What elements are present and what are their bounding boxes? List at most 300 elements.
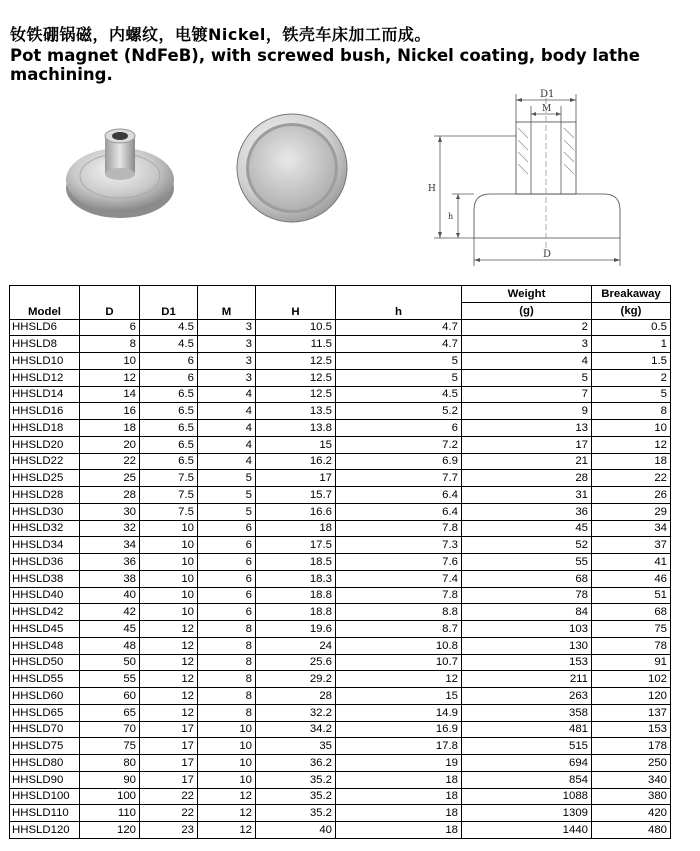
cell-h-big: 40 xyxy=(256,822,336,839)
cell-model: HHSLD120 xyxy=(10,822,80,839)
cell-h-small: 6.4 xyxy=(336,503,462,520)
cell-h-small: 10.7 xyxy=(336,654,462,671)
table-row xyxy=(10,570,671,587)
cell-model: HHSLD6 xyxy=(10,319,80,336)
label-d: D xyxy=(543,249,552,260)
cell-d: 100 xyxy=(80,788,140,805)
cell-h-big: 12.5 xyxy=(256,386,336,403)
cell-m: 4 xyxy=(198,436,256,453)
table-row xyxy=(10,336,671,353)
cell-d: 55 xyxy=(80,671,140,688)
cell-weight: 21 xyxy=(462,453,592,470)
cell-weight: 31 xyxy=(462,487,592,504)
cell-h-small: 8.8 xyxy=(336,604,462,621)
cell-d1: 23 xyxy=(140,822,198,839)
cell-d: 16 xyxy=(80,403,140,420)
cell-model: HHSLD32 xyxy=(10,520,80,537)
cell-model: HHSLD8 xyxy=(10,336,80,353)
cell-h-small: 6.9 xyxy=(336,453,462,470)
cell-m: 4 xyxy=(198,403,256,420)
cell-breakaway: 37 xyxy=(592,537,671,554)
cell-breakaway: 12 xyxy=(592,436,671,453)
spec-table xyxy=(9,285,671,839)
cell-model: HHSLD38 xyxy=(10,570,80,587)
table-row xyxy=(10,436,671,453)
cell-breakaway: 250 xyxy=(592,755,671,772)
cell-d: 32 xyxy=(80,520,140,537)
cell-h-big: 18.8 xyxy=(256,587,336,604)
cell-d: 14 xyxy=(80,386,140,403)
cell-model: HHSLD75 xyxy=(10,738,80,755)
cell-h-big: 17.5 xyxy=(256,537,336,554)
cell-d1: 7.5 xyxy=(140,503,198,520)
table-row xyxy=(10,386,671,403)
cell-m: 8 xyxy=(198,654,256,671)
cell-h-small: 18 xyxy=(336,822,462,839)
cell-d1: 6 xyxy=(140,369,198,386)
cell-model: HHSLD34 xyxy=(10,537,80,554)
cell-weight: 52 xyxy=(462,537,592,554)
cell-d: 30 xyxy=(80,503,140,520)
table-body xyxy=(10,319,671,838)
cell-d: 60 xyxy=(80,688,140,705)
cell-model: HHSLD80 xyxy=(10,755,80,772)
label-h-small: h xyxy=(448,212,454,221)
cell-m: 10 xyxy=(198,771,256,788)
table-row xyxy=(10,822,671,839)
table-row xyxy=(10,805,671,822)
table-row xyxy=(10,403,671,420)
cell-model: HHSLD60 xyxy=(10,688,80,705)
cell-h-big: 32.2 xyxy=(256,704,336,721)
label-h-big: H xyxy=(428,184,436,194)
cell-m: 6 xyxy=(198,570,256,587)
cell-model: HHSLD42 xyxy=(10,604,80,621)
cell-h-small: 6.4 xyxy=(336,487,462,504)
cell-d1: 6.5 xyxy=(140,453,198,470)
cell-h-big: 12.5 xyxy=(256,353,336,370)
cell-d: 38 xyxy=(80,570,140,587)
cell-h-big: 12.5 xyxy=(256,369,336,386)
cell-d: 22 xyxy=(80,453,140,470)
cell-d: 50 xyxy=(80,654,140,671)
cell-h-small: 7.3 xyxy=(336,537,462,554)
cell-model: HHSLD22 xyxy=(10,453,80,470)
table-row xyxy=(10,738,671,755)
cell-h-small: 7.6 xyxy=(336,554,462,571)
table-row xyxy=(10,637,671,654)
table-row xyxy=(10,470,671,487)
cell-d1: 4.5 xyxy=(140,319,198,336)
cell-d1: 6.5 xyxy=(140,386,198,403)
cell-h-small: 5 xyxy=(336,369,462,386)
cell-weight: 55 xyxy=(462,554,592,571)
cell-h-small: 18 xyxy=(336,771,462,788)
cell-d: 48 xyxy=(80,637,140,654)
cell-weight: 103 xyxy=(462,621,592,638)
cell-weight: 854 xyxy=(462,771,592,788)
header-d: D xyxy=(80,286,140,320)
magnet-with-bush-photo xyxy=(60,108,180,228)
cell-m: 3 xyxy=(198,336,256,353)
header-breakaway: Breakaway xyxy=(592,286,671,303)
cell-d1: 6.5 xyxy=(140,403,198,420)
cell-d: 8 xyxy=(80,336,140,353)
cell-h-big: 18.5 xyxy=(256,554,336,571)
cell-model: HHSLD36 xyxy=(10,554,80,571)
header-breakaway-unit: (kg) xyxy=(592,302,671,319)
cell-h-small: 18 xyxy=(336,805,462,822)
cell-d: 75 xyxy=(80,738,140,755)
cell-weight: 5 xyxy=(462,369,592,386)
cell-m: 8 xyxy=(198,688,256,705)
cell-d1: 10 xyxy=(140,604,198,621)
cell-d1: 12 xyxy=(140,637,198,654)
cell-breakaway: 137 xyxy=(592,704,671,721)
cell-weight: 7 xyxy=(462,386,592,403)
cell-m: 8 xyxy=(198,621,256,638)
table-row xyxy=(10,721,671,738)
cell-breakaway: 22 xyxy=(592,470,671,487)
cell-d: 42 xyxy=(80,604,140,621)
cell-d: 65 xyxy=(80,704,140,721)
cell-breakaway: 102 xyxy=(592,671,671,688)
cell-d1: 10 xyxy=(140,587,198,604)
cell-m: 8 xyxy=(198,671,256,688)
cell-model: HHSLD12 xyxy=(10,369,80,386)
cell-h-big: 19.6 xyxy=(256,621,336,638)
header-d1: D1 xyxy=(140,286,198,320)
cell-m: 3 xyxy=(198,353,256,370)
cell-model: HHSLD70 xyxy=(10,721,80,738)
label-m: M xyxy=(542,104,552,114)
cell-weight: 1440 xyxy=(462,822,592,839)
cell-h-small: 4.7 xyxy=(336,319,462,336)
cell-d: 28 xyxy=(80,487,140,504)
cell-model: HHSLD30 xyxy=(10,503,80,520)
cell-h-big: 29.2 xyxy=(256,671,336,688)
table-row xyxy=(10,654,671,671)
cell-breakaway: 420 xyxy=(592,805,671,822)
cell-breakaway: 1 xyxy=(592,336,671,353)
cell-weight: 515 xyxy=(462,738,592,755)
cell-h-small: 5.2 xyxy=(336,403,462,420)
cell-model: HHSLD110 xyxy=(10,805,80,822)
cell-breakaway: 51 xyxy=(592,587,671,604)
cell-h-big: 11.5 xyxy=(256,336,336,353)
cell-breakaway: 18 xyxy=(592,453,671,470)
cell-breakaway: 91 xyxy=(592,654,671,671)
cell-h-small: 19 xyxy=(336,755,462,772)
cell-m: 5 xyxy=(198,503,256,520)
cell-h-big: 18.3 xyxy=(256,570,336,587)
cell-weight: 78 xyxy=(462,587,592,604)
cell-weight: 153 xyxy=(462,654,592,671)
cell-weight: 1088 xyxy=(462,788,592,805)
cell-d: 120 xyxy=(80,822,140,839)
cell-d1: 22 xyxy=(140,805,198,822)
cell-weight: 45 xyxy=(462,520,592,537)
cell-breakaway: 480 xyxy=(592,822,671,839)
table-row xyxy=(10,503,671,520)
table-row xyxy=(10,587,671,604)
cell-breakaway: 78 xyxy=(592,637,671,654)
table-row xyxy=(10,353,671,370)
table-row xyxy=(10,369,671,386)
cell-d1: 10 xyxy=(140,570,198,587)
cell-d: 6 xyxy=(80,319,140,336)
cell-weight: 2 xyxy=(462,319,592,336)
cell-model: HHSLD10 xyxy=(10,353,80,370)
label-d1: D1 xyxy=(540,89,555,100)
cell-breakaway: 1.5 xyxy=(592,353,671,370)
cell-d: 36 xyxy=(80,554,140,571)
cell-model: HHSLD48 xyxy=(10,637,80,654)
table-row xyxy=(10,771,671,788)
table-row xyxy=(10,671,671,688)
cell-h-big: 18.8 xyxy=(256,604,336,621)
cell-model: HHSLD90 xyxy=(10,771,80,788)
cell-h-big: 36.2 xyxy=(256,755,336,772)
cell-d: 90 xyxy=(80,771,140,788)
cell-d1: 17 xyxy=(140,738,198,755)
cell-weight: 481 xyxy=(462,721,592,738)
cell-d: 10 xyxy=(80,353,140,370)
cell-h-big: 16.6 xyxy=(256,503,336,520)
cell-weight: 17 xyxy=(462,436,592,453)
cell-m: 3 xyxy=(198,319,256,336)
magnet-face-photo xyxy=(235,112,350,224)
cell-m: 4 xyxy=(198,386,256,403)
cell-d1: 7.5 xyxy=(140,470,198,487)
cell-weight: 84 xyxy=(462,604,592,621)
cell-d1: 12 xyxy=(140,671,198,688)
cell-h-big: 24 xyxy=(256,637,336,654)
cell-h-small: 7.4 xyxy=(336,570,462,587)
cell-m: 10 xyxy=(198,755,256,772)
cell-h-big: 28 xyxy=(256,688,336,705)
cell-m: 12 xyxy=(198,788,256,805)
cell-model: HHSLD16 xyxy=(10,403,80,420)
cell-h-big: 18 xyxy=(256,520,336,537)
cell-h-big: 15.7 xyxy=(256,487,336,504)
cell-d1: 4.5 xyxy=(140,336,198,353)
cell-d: 45 xyxy=(80,621,140,638)
cell-h-small: 18 xyxy=(336,788,462,805)
cell-breakaway: 153 xyxy=(592,721,671,738)
cell-h-small: 14.9 xyxy=(336,704,462,721)
cell-d: 40 xyxy=(80,587,140,604)
cell-m: 6 xyxy=(198,554,256,571)
cell-m: 10 xyxy=(198,738,256,755)
header-m: M xyxy=(198,286,256,320)
cell-weight: 28 xyxy=(462,470,592,487)
cell-weight: 36 xyxy=(462,503,592,520)
cell-h-big: 35.2 xyxy=(256,788,336,805)
cell-d: 12 xyxy=(80,369,140,386)
cell-h-small: 4.7 xyxy=(336,336,462,353)
cell-d1: 6 xyxy=(140,353,198,370)
cell-weight: 358 xyxy=(462,704,592,721)
cell-h-big: 16.2 xyxy=(256,453,336,470)
cell-h-big: 15 xyxy=(256,436,336,453)
cell-breakaway: 41 xyxy=(592,554,671,571)
cell-weight: 3 xyxy=(462,336,592,353)
cell-h-big: 13.8 xyxy=(256,420,336,437)
cell-breakaway: 68 xyxy=(592,604,671,621)
header-weight: Weight xyxy=(462,286,592,303)
cell-m: 8 xyxy=(198,704,256,721)
cell-weight: 1309 xyxy=(462,805,592,822)
cell-m: 5 xyxy=(198,470,256,487)
title-english: Pot magnet (NdFeB), with screwed bush, Nickel coating, body lathe machining. xyxy=(10,46,640,84)
cell-h-big: 17 xyxy=(256,470,336,487)
table-row xyxy=(10,453,671,470)
table-row xyxy=(10,520,671,537)
cell-h-small: 4.5 xyxy=(336,386,462,403)
header-model: Model xyxy=(10,286,80,320)
cell-h-small: 5 xyxy=(336,353,462,370)
cell-model: HHSLD55 xyxy=(10,671,80,688)
cell-breakaway: 5 xyxy=(592,386,671,403)
table-row xyxy=(10,537,671,554)
cell-m: 6 xyxy=(198,604,256,621)
cell-h-small: 7.7 xyxy=(336,470,462,487)
table-header-row xyxy=(10,286,671,303)
cell-breakaway: 2 xyxy=(592,369,671,386)
cell-h-big: 35 xyxy=(256,738,336,755)
cell-h-big: 10.5 xyxy=(256,319,336,336)
table-row xyxy=(10,621,671,638)
cell-model: HHSLD45 xyxy=(10,621,80,638)
table-row xyxy=(10,704,671,721)
table-row xyxy=(10,604,671,621)
table-row xyxy=(10,788,671,805)
cell-d1: 6.5 xyxy=(140,436,198,453)
cell-model: HHSLD20 xyxy=(10,436,80,453)
cell-d1: 12 xyxy=(140,688,198,705)
cell-h-small: 17.8 xyxy=(336,738,462,755)
cell-model: HHSLD18 xyxy=(10,420,80,437)
cell-d1: 12 xyxy=(140,704,198,721)
cell-d: 25 xyxy=(80,470,140,487)
cell-m: 6 xyxy=(198,520,256,537)
cell-breakaway: 29 xyxy=(592,503,671,520)
cell-breakaway: 380 xyxy=(592,788,671,805)
cell-h-big: 34.2 xyxy=(256,721,336,738)
cell-weight: 13 xyxy=(462,420,592,437)
cell-m: 12 xyxy=(198,822,256,839)
header-weight-unit: (g) xyxy=(462,302,592,319)
cell-d: 80 xyxy=(80,755,140,772)
cell-h-small: 7.8 xyxy=(336,587,462,604)
cell-model: HHSLD100 xyxy=(10,788,80,805)
cell-h-big: 35.2 xyxy=(256,805,336,822)
cell-h-small: 12 xyxy=(336,671,462,688)
table-row xyxy=(10,487,671,504)
cell-d1: 10 xyxy=(140,554,198,571)
cell-weight: 9 xyxy=(462,403,592,420)
cell-weight: 263 xyxy=(462,688,592,705)
cell-m: 6 xyxy=(198,587,256,604)
cell-model: HHSLD28 xyxy=(10,487,80,504)
cell-h-big: 13.5 xyxy=(256,403,336,420)
cell-weight: 694 xyxy=(462,755,592,772)
cell-breakaway: 340 xyxy=(592,771,671,788)
cell-weight: 68 xyxy=(462,570,592,587)
cell-m: 5 xyxy=(198,487,256,504)
cell-model: HHSLD25 xyxy=(10,470,80,487)
cell-d1: 17 xyxy=(140,755,198,772)
cell-h-small: 7.2 xyxy=(336,436,462,453)
cell-d: 18 xyxy=(80,420,140,437)
cell-model: HHSLD50 xyxy=(10,654,80,671)
cell-m: 8 xyxy=(198,637,256,654)
cell-d1: 10 xyxy=(140,520,198,537)
cell-d: 34 xyxy=(80,537,140,554)
cell-h-small: 8.7 xyxy=(336,621,462,638)
cell-d: 20 xyxy=(80,436,140,453)
cell-h-small: 16.9 xyxy=(336,721,462,738)
cell-m: 3 xyxy=(198,369,256,386)
table-row xyxy=(10,420,671,437)
header-h-small: h xyxy=(336,286,462,320)
header-h-big: H xyxy=(256,286,336,320)
title-chinese: 钕铁硼锅磁，内螺纹，电镀Nickel，铁壳车床加工而成。 xyxy=(10,25,431,44)
cell-breakaway: 8 xyxy=(592,403,671,420)
cell-h-small: 15 xyxy=(336,688,462,705)
cell-breakaway: 0.5 xyxy=(592,319,671,336)
cell-model: HHSLD14 xyxy=(10,386,80,403)
cell-d1: 12 xyxy=(140,654,198,671)
cell-d: 70 xyxy=(80,721,140,738)
cell-breakaway: 178 xyxy=(592,738,671,755)
cell-breakaway: 75 xyxy=(592,621,671,638)
cell-d1: 22 xyxy=(140,788,198,805)
cell-d1: 17 xyxy=(140,771,198,788)
table-row xyxy=(10,319,671,336)
cell-d1: 12 xyxy=(140,621,198,638)
cell-model: HHSLD65 xyxy=(10,704,80,721)
cell-m: 4 xyxy=(198,420,256,437)
cell-d1: 6.5 xyxy=(140,420,198,437)
technical-drawing xyxy=(428,88,633,273)
cell-h-big: 35.2 xyxy=(256,771,336,788)
cell-m: 12 xyxy=(198,805,256,822)
cell-d1: 7.5 xyxy=(140,487,198,504)
cell-d: 110 xyxy=(80,805,140,822)
cell-model: HHSLD40 xyxy=(10,587,80,604)
cell-h-small: 6 xyxy=(336,420,462,437)
cell-h-small: 10.8 xyxy=(336,637,462,654)
cell-breakaway: 26 xyxy=(592,487,671,504)
cell-breakaway: 120 xyxy=(592,688,671,705)
cell-d1: 17 xyxy=(140,721,198,738)
cell-breakaway: 10 xyxy=(592,420,671,437)
cell-weight: 211 xyxy=(462,671,592,688)
cell-breakaway: 46 xyxy=(592,570,671,587)
cell-h-big: 25.6 xyxy=(256,654,336,671)
cell-m: 6 xyxy=(198,537,256,554)
cell-weight: 130 xyxy=(462,637,592,654)
cell-h-small: 7.8 xyxy=(336,520,462,537)
cell-weight: 4 xyxy=(462,353,592,370)
table-row xyxy=(10,688,671,705)
cell-d1: 10 xyxy=(140,537,198,554)
table-row xyxy=(10,554,671,571)
cell-breakaway: 34 xyxy=(592,520,671,537)
cell-m: 10 xyxy=(198,721,256,738)
